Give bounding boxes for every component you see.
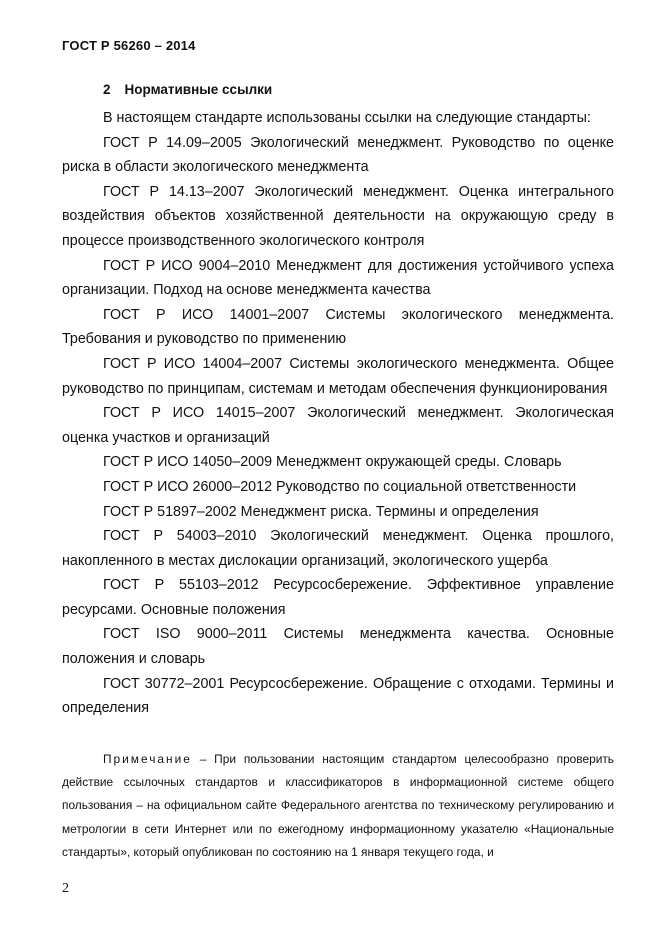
reference-item: ГОСТ Р ИСО 14015–2007 Экологический менеджмент. Экологическая оценка участков и организаций <box>62 405 614 446</box>
reference-item: ГОСТ 30772–2001 Ресурсосбережение. Обращение с отходами. Термины и определения <box>62 675 614 717</box>
section-title-text: Нормативные ссылки <box>124 82 273 97</box>
reference-item: ГОСТ ISO 9000–2011 Системы менеджмента качества. Основные положения и словарь <box>62 626 614 668</box>
section-title <box>103 82 272 97</box>
reference-item: ГОСТ Р 14.09–2005 Экологический менеджмент. Руководство по оценке риска в области экологического менеджмента <box>62 134 614 176</box>
reference-item: ГОСТ Р 54003–2010 Экологический менеджмент. Оценка прошлого, накопленного в местах дислокации организаций, экологического ущерба <box>62 528 614 569</box>
reference-item: ГОСТ Р ИСО 14050–2009 Менеджмент окружающей среды. Словарь <box>103 454 562 471</box>
note-text: – При пользовании настоящим стандартом целесообразно проверить действие ссылочных стандартов и классификаторов в информационной системе общего пользования – на официальном сайте Федерального агентства по техническому регулированию и метрологии в сети Интернет или по ежегодному информационному указателю «Национальные стандарты», который опубликован по состоянию на 1 января текущего года, и <box>62 752 614 859</box>
reference-item: ГОСТ Р 14.13–2007 Экологический менеджмент. Оценка интегрального воздействия объектов хозяйственной деятельности на окружающую среду в процессе производственного экологического контроля <box>62 183 614 249</box>
note-paragraph <box>62 748 614 864</box>
reference-item: ГОСТ Р ИСО 9004–2010 Менеджмент для достижения устойчивого успеха организации. Подход на основе менеджмента качества <box>62 257 614 299</box>
note-label: Примечание <box>103 752 192 766</box>
page-header-doc-code: ГОСТ Р 56260 – 2014 <box>62 38 196 53</box>
section-number: 2 <box>103 82 111 97</box>
intro-paragraph: В настоящем стандарте использованы ссылки на следующие стандарты: <box>103 110 591 126</box>
page-number: 2 <box>62 881 69 896</box>
body-text <box>62 106 614 721</box>
reference-item: ГОСТ Р ИСО 14004–2007 Системы экологического менеджмента. Общее руководство по принципам, системам и методам обеспечения функционирования <box>62 355 614 397</box>
reference-item: ГОСТ Р ИСО 26000–2012 Руководство по социальной ответственности <box>103 478 577 495</box>
reference-item: ГОСТ Р 51897–2002 Менеджмент риска. Термины и определения <box>103 503 539 520</box>
reference-item: ГОСТ Р 55103–2012 Ресурсосбережение. Эффективное управление ресурсами. Основные положения <box>62 577 614 618</box>
reference-item: ГОСТ Р ИСО 14001–2007 Системы экологического менеджмента. Требования и руководство по применению <box>62 306 614 348</box>
reference-list <box>62 131 614 721</box>
